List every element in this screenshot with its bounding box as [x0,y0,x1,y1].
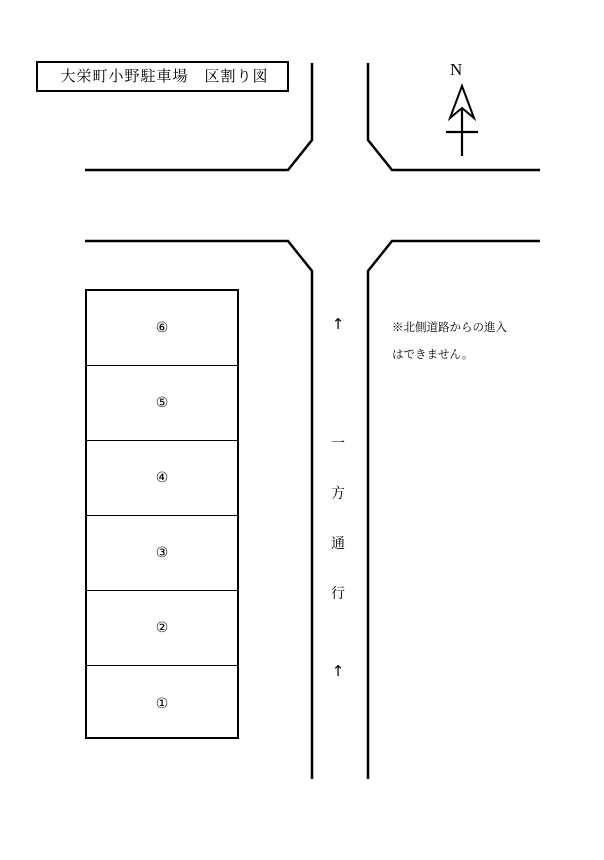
north-label: N [450,60,463,79]
north-arrow-icon [432,78,492,158]
access-note-line2: はできません。 [392,349,474,361]
access-note-line1: ※北側道路からの進入 [392,322,507,334]
parking-stall[interactable] [87,666,237,741]
access-note [392,315,592,369]
oneway-arrow-bottom-icon: ↑ [331,662,345,680]
oneway-char-4: 行 [331,587,345,602]
parking-stall-label: ⑥ [155,320,169,336]
parking-stall[interactable] [87,366,237,441]
oneway-label [328,420,348,620]
oneway-char-1: 一 [331,437,345,452]
map-title-box [36,61,289,92]
parking-stall[interactable] [87,591,237,666]
parking-stall-label: ② [155,620,169,636]
parking-stall-label: ⑤ [155,395,169,411]
page-title: 大栄町小野駐車場 区割り図 [60,69,269,85]
parking-stall-block [85,289,239,739]
oneway-arrow-top-icon: ↑ [331,315,345,333]
oneway-char-2: 方 [331,487,345,502]
oneway-char-3: 通 [331,537,345,552]
parking-stall[interactable] [87,441,237,516]
parking-stall-label: ④ [155,470,169,486]
parking-stall-label: ① [155,695,169,712]
parking-stall-label: ③ [155,545,169,561]
parking-stall[interactable] [87,516,237,591]
parking-stall[interactable] [87,291,237,366]
